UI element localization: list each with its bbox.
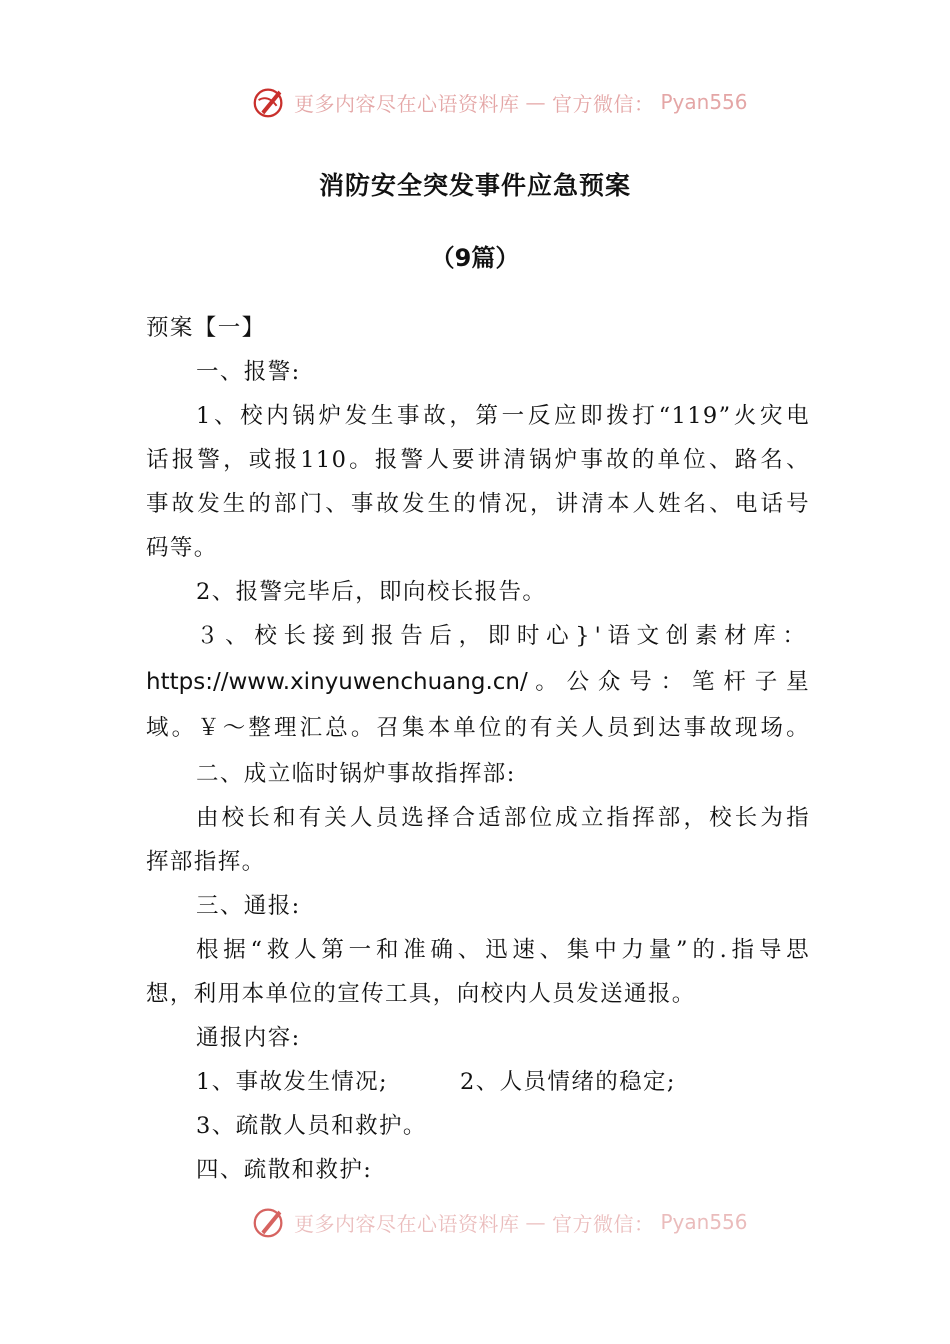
source-url: https://www.xinyuwenchuang.cn/	[146, 669, 528, 695]
paragraph-line: 1、校内锅炉发生事故，第一反应即拨打“119”火灾电	[196, 403, 810, 429]
section-label: 预案【一】	[146, 315, 266, 341]
heading-alarm: 一、报警:	[196, 359, 301, 385]
paragraph-line-rest: 。公众号：笔杆子星	[527, 669, 810, 695]
paragraph-line: 域。￥～整理汇总。召集本单位的有关人员到达事故现场。	[146, 715, 810, 741]
paragraph-line-with-url	[146, 660, 810, 704]
paragraph-line: 挥部指挥。	[146, 849, 266, 875]
pen-logo-icon	[250, 83, 288, 121]
heading-command-post: 二、成立临时锅炉事故指挥部:	[196, 761, 516, 787]
paragraph-line: 码等。	[146, 535, 218, 561]
paragraph-line: 想，利用本单位的宣传工具，向校内人员发送通报。	[146, 981, 696, 1007]
watermark-text: 更多内容尽在心语资料库	[294, 91, 520, 116]
pen-logo-icon	[250, 1203, 288, 1241]
watermark-banner-top	[250, 82, 748, 122]
paragraph-line: 事故发生的部门、事故发生的情况，讲清本人姓名、电话号	[146, 491, 810, 517]
document-subtitle: （9篇）	[430, 244, 520, 272]
watermark-wechat-id: Pyan556	[660, 1210, 748, 1234]
watermark-banner-bottom	[250, 1202, 748, 1242]
notification-items-row	[196, 1060, 810, 1104]
paragraph-line: 由校长和有关人员选择合适部位成立指挥部，校长为指	[196, 805, 810, 831]
heading-notification: 三、通报:	[196, 893, 301, 919]
document-title: 消防安全突发事件应急预案	[318, 171, 631, 200]
list-item: 1、事故发生情况;	[196, 1069, 388, 1095]
heading-evacuation: 四、疏散和救护:	[196, 1157, 373, 1183]
list-item: 2、人员情绪的稳定;	[460, 1069, 676, 1095]
notification-content-label: 通报内容:	[196, 1025, 301, 1051]
list-item: 3、疏散人员和救护。	[196, 1113, 427, 1139]
watermark-label: 官方微信：	[552, 1211, 655, 1236]
watermark-dash: —	[525, 90, 546, 114]
paragraph-line: 2、报警完毕后，即向校长报告。	[196, 579, 547, 605]
watermark-text: 更多内容尽在心语资料库	[294, 1211, 520, 1236]
watermark-label: 官方微信：	[552, 91, 655, 116]
paragraph-line: 话报警，或报110。报警人要讲清锅炉事故的单位、路名、	[146, 447, 810, 473]
paragraph-line: ３、校长接到报告后，即时心}'语文创素材库：	[196, 623, 810, 649]
watermark-dash: —	[525, 1210, 546, 1234]
paragraph-line: 根据“救人第一和准确、迅速、集中力量”的.指导思	[196, 937, 810, 963]
watermark-wechat-id: Pyan556	[660, 90, 748, 114]
